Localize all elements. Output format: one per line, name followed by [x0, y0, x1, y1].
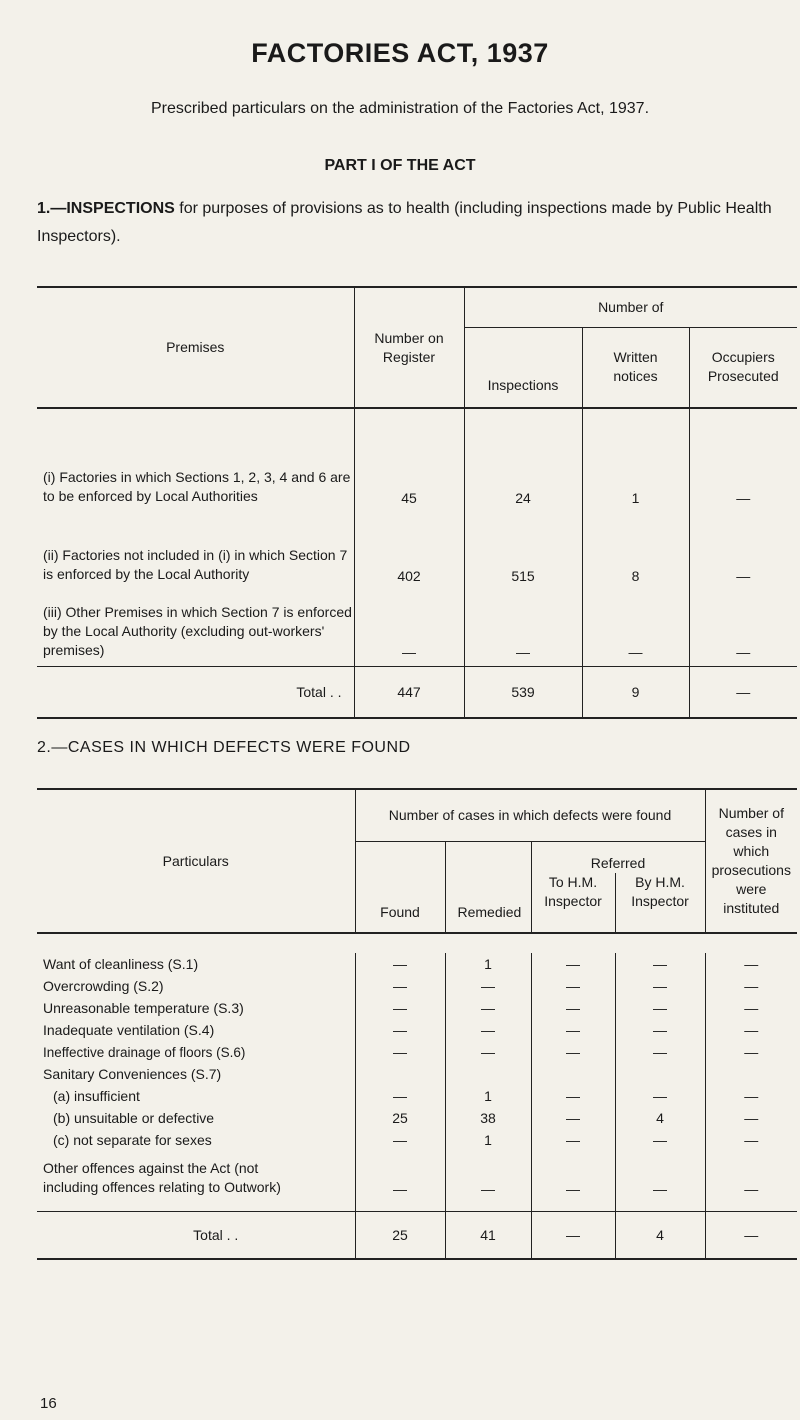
- row-label: Want of cleanliness (S.1): [43, 955, 199, 972]
- row-to-hm: —: [531, 975, 615, 997]
- col-by-hm-inspector: By H.M. Inspector: [615, 873, 705, 933]
- row-prosecutions: —: [705, 975, 797, 997]
- row-occupiers: —: [689, 584, 797, 666]
- row-label: (ii) Factories not included in (i) in which Section 7 is enforced by the Local Authority: [43, 547, 348, 582]
- row-to-hm: [531, 1063, 615, 1085]
- col-written-notices: Written notices: [582, 327, 689, 408]
- col-premises: Premises: [37, 287, 354, 408]
- table-row: [37, 1151, 797, 1211]
- table-row: [37, 1085, 797, 1107]
- row-to-hm: —: [531, 1019, 615, 1041]
- total-label: Total . .: [296, 683, 342, 700]
- row-label: (b) unsuitable or defective: [53, 1109, 215, 1126]
- row-prosecutions: —: [705, 1041, 797, 1063]
- total-register: 447: [354, 666, 464, 718]
- row-prosecutions: —: [705, 1019, 797, 1041]
- row-found: —: [355, 1129, 445, 1151]
- row-found: —: [355, 1151, 445, 1211]
- row-by-hm: —: [615, 1041, 705, 1063]
- row-label: (c) not separate for sexes: [53, 1131, 212, 1148]
- row-found: —: [355, 953, 445, 975]
- page-title: FACTORIES ACT, 1937: [251, 38, 549, 68]
- row-by-hm: —: [615, 953, 705, 975]
- total-label: Total . .: [193, 1226, 239, 1243]
- defects-table: [37, 788, 797, 1260]
- col-number-of: Number of: [464, 287, 797, 327]
- row-found: 25: [355, 1107, 445, 1129]
- total-found: 25: [355, 1211, 445, 1259]
- row-inspections: 515: [464, 506, 582, 584]
- row-prosecutions: —: [705, 1129, 797, 1151]
- row-register: 45: [354, 408, 464, 506]
- row-found: —: [355, 975, 445, 997]
- row-to-hm: —: [531, 1129, 615, 1151]
- total-remedied: 41: [445, 1211, 531, 1259]
- row-by-hm: —: [615, 997, 705, 1019]
- row-found: [355, 1063, 445, 1085]
- row-by-hm: [615, 1063, 705, 1085]
- table-row: [37, 584, 797, 666]
- row-found: —: [355, 1085, 445, 1107]
- row-occupiers: —: [689, 408, 797, 506]
- total-row: [37, 1211, 797, 1259]
- row-by-hm: 4: [615, 1107, 705, 1129]
- col-particulars: Particulars: [37, 789, 355, 933]
- row-by-hm: —: [615, 1151, 705, 1211]
- row-inspections: 24: [464, 408, 582, 506]
- col-number-of-cases: Number of cases in which defects were found: [355, 789, 705, 841]
- row-remedied: —: [445, 1151, 531, 1211]
- row-register: 402: [354, 506, 464, 584]
- inspections-table: [37, 286, 797, 719]
- table-row: [37, 1041, 797, 1063]
- part-heading: PART I OF THE ACT: [324, 157, 476, 174]
- row-written: 1: [582, 408, 689, 506]
- row-remedied: [445, 1063, 531, 1085]
- row-label: Overcrowding (S.2): [43, 977, 164, 994]
- row-remedied: —: [445, 975, 531, 997]
- row-occupiers: —: [689, 506, 797, 584]
- row-written: —: [582, 584, 689, 666]
- row-prosecutions: —: [705, 1151, 797, 1211]
- row-label: Inadequate ventilation (S.4): [43, 1021, 215, 1038]
- row-remedied: 38: [445, 1107, 531, 1129]
- table-row: [37, 1129, 797, 1151]
- col-inspections: Inspections: [464, 327, 582, 408]
- col-occupiers-prosecuted: Occupiers Prosecuted: [689, 327, 797, 408]
- row-label: (a) insufficient: [53, 1087, 140, 1104]
- table-row: [37, 975, 797, 997]
- total-inspections: 539: [464, 666, 582, 718]
- row-label: Unreasonable temperature (S.3): [43, 999, 244, 1016]
- row-remedied: —: [445, 1041, 531, 1063]
- total-row: [37, 666, 797, 718]
- section1-heading-text: for purposes of provisions as to health (including inspections made by Public Health Inspectors).: [37, 200, 772, 245]
- row-prosecutions: —: [705, 1085, 797, 1107]
- col-to-hm-inspector: To H.M. Inspector: [531, 873, 615, 933]
- row-remedied: 1: [445, 953, 531, 975]
- section2-heading: 2.—CASES IN WHICH DEFECTS WERE FOUND: [37, 739, 411, 756]
- row-by-hm: —: [615, 1019, 705, 1041]
- row-remedied: —: [445, 1019, 531, 1041]
- col-remedied: Remedied: [445, 841, 531, 933]
- row-found: —: [355, 1019, 445, 1041]
- row-to-hm: —: [531, 953, 615, 975]
- row-by-hm: —: [615, 1129, 705, 1151]
- row-label: (iii) Other Premises in which Section 7 is enforced by the Local Authority (excluding out-workers' premises): [43, 603, 352, 658]
- page-number: 16: [40, 1395, 57, 1412]
- total-to-hm: —: [531, 1211, 615, 1259]
- table-row: [37, 953, 797, 975]
- col-referred: Referred: [531, 841, 705, 873]
- row-label: Sanitary Conveniences (S.7): [43, 1065, 222, 1082]
- table-row: [37, 408, 797, 506]
- col-prosecutions: Number of cases in which prosecutions were instituted: [705, 789, 797, 933]
- row-to-hm: —: [531, 1151, 615, 1211]
- row-written: 8: [582, 506, 689, 584]
- row-to-hm: —: [531, 1107, 615, 1129]
- row-by-hm: —: [615, 1085, 705, 1107]
- total-written: 9: [582, 666, 689, 718]
- col-register: Number on Register: [354, 287, 464, 408]
- row-prosecutions: —: [705, 953, 797, 975]
- table-row: [37, 1063, 797, 1085]
- row-inspections: —: [464, 584, 582, 666]
- col-found: Found: [355, 841, 445, 933]
- page-subtitle: Prescribed particulars on the administration of the Factories Act, 1937.: [150, 100, 650, 117]
- row-label: (i) Factories in which Sections 1, 2, 3, 4 and 6 are to be enforced by Local Authorities: [43, 469, 351, 504]
- row-found: —: [355, 1041, 445, 1063]
- total-prosecutions: —: [705, 1211, 797, 1259]
- section1-heading-bold: 1.—INSPECTIONS: [37, 200, 175, 217]
- row-label: Ineffective drainage of floors (S.6): [43, 1044, 246, 1060]
- row-to-hm: —: [531, 1085, 615, 1107]
- row-to-hm: —: [531, 1041, 615, 1063]
- section1-heading: [37, 195, 797, 251]
- row-remedied: —: [445, 997, 531, 1019]
- row-by-hm: —: [615, 975, 705, 997]
- row-label: Other offences against the Act (not including offences relating to Outwork): [43, 1159, 281, 1195]
- table-row: [37, 1107, 797, 1129]
- total-by-hm: 4: [615, 1211, 705, 1259]
- row-register: —: [354, 584, 464, 666]
- row-to-hm: —: [531, 997, 615, 1019]
- row-prosecutions: [705, 1063, 797, 1085]
- row-found: —: [355, 997, 445, 1019]
- row-remedied: 1: [445, 1085, 531, 1107]
- table-row: [37, 997, 797, 1019]
- row-prosecutions: —: [705, 1107, 797, 1129]
- table-row: [37, 506, 797, 584]
- table-row: [37, 1019, 797, 1041]
- total-occupiers: —: [689, 666, 797, 718]
- row-prosecutions: —: [705, 997, 797, 1019]
- row-remedied: 1: [445, 1129, 531, 1151]
